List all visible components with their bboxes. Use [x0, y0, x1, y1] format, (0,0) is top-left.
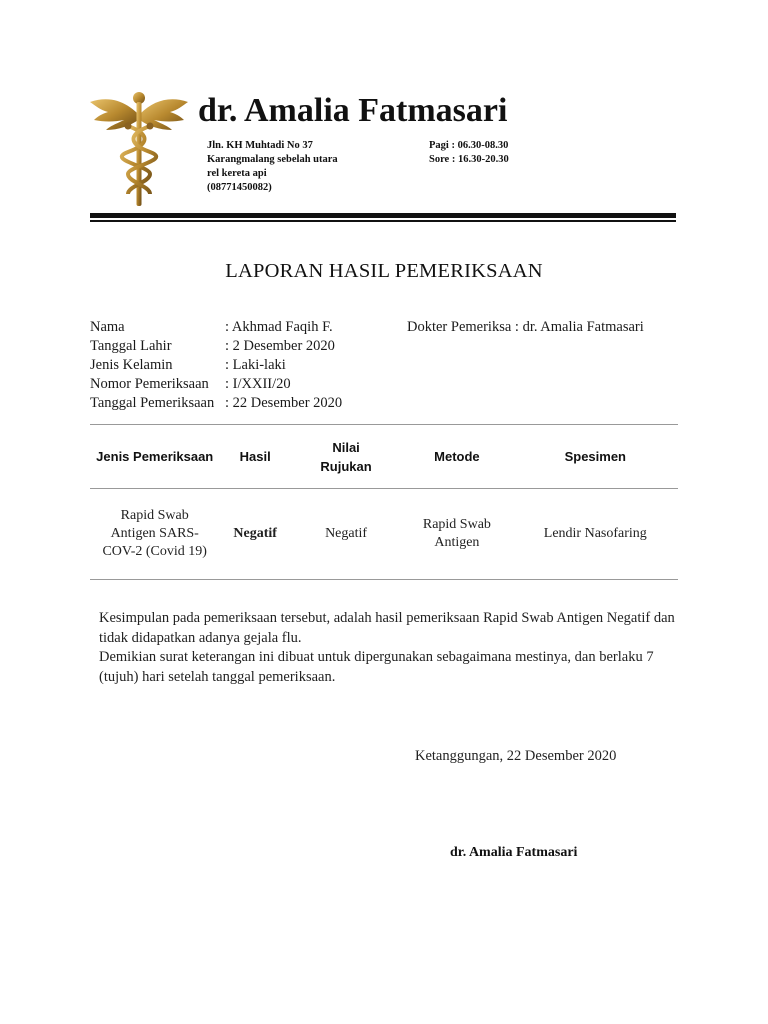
field-value: : I/XXII/20 [225, 376, 291, 392]
table-header-row [90, 425, 678, 489]
clinic-address [207, 139, 338, 195]
hours-evening: Sore : 16.30-20.30 [429, 154, 509, 165]
field-label: Tanggal Lahir [90, 338, 172, 354]
column-header: Metode [434, 449, 480, 464]
hours-morning: Pagi : 06.30-08.30 [429, 140, 509, 151]
table-cell: Negatif [325, 526, 368, 541]
table-cell: Rapid Swab Antigen SARS-COV-2 (Covid 19) [102, 508, 207, 559]
header-divider [90, 213, 676, 218]
examining-doctor: Dokter Pemeriksa : dr. Amalia Fatmasari [407, 319, 644, 335]
results-table [90, 424, 678, 580]
conclusion-text [99, 609, 689, 687]
address-line: Karangmalang sebelah utara [207, 154, 338, 165]
patient-field [90, 394, 342, 413]
column-header: Hasil [239, 449, 271, 464]
statement-paragraph: Demikian surat keterangan ini dibuat untuk dipergunakan sebagaimana mestinya, dan berlaku 7 (tujuh) hari setelah tanggal pemeriksaan. [99, 649, 654, 685]
field-value: : 22 Desember 2020 [225, 395, 343, 411]
field-label: Nama [90, 319, 125, 335]
column-header: Nilai Rujukan [320, 439, 372, 474]
address-line: Jln. KH Muhtadi No 37 [207, 140, 313, 151]
field-label: Jenis Kelamin [90, 357, 173, 373]
field-value: : 2 Desember 2020 [225, 338, 335, 354]
header-divider-thin [90, 220, 676, 222]
doctor-name: dr. Amalia Fatmasari [198, 92, 508, 129]
patient-field [90, 318, 342, 337]
patient-field [90, 375, 342, 394]
field-value: : Laki-laki [225, 357, 286, 373]
practice-hours [429, 139, 509, 167]
patient-info [90, 318, 342, 413]
patient-field [90, 356, 342, 375]
place-date: Ketanggungan, 22 Desember 2020 [415, 748, 617, 764]
column-header: Spesimen [564, 449, 626, 464]
signature-name: dr. Amalia Fatmasari [450, 845, 578, 860]
phone-number: (08771450082) [207, 182, 272, 193]
table-cell-result: Negatif [233, 526, 277, 541]
table-cell: Lendir Nasofaring [543, 526, 647, 541]
caduceus-icon [88, 88, 190, 210]
patient-field [90, 337, 342, 356]
column-header: Jenis Pemeriksaan [96, 449, 214, 464]
field-label: Nomor Pemeriksaan [90, 376, 209, 392]
table-row [90, 489, 678, 580]
field-value: : Akhmad Faqih F. [225, 319, 333, 335]
field-label: Tanggal Pemeriksaan [90, 395, 215, 411]
table-cell: Rapid Swab Antigen [422, 517, 491, 550]
address-line: rel kereta api [207, 168, 267, 179]
conclusion-paragraph: Kesimpulan pada pemeriksaan tersebut, adalah hasil pemeriksaan Rapid Swab Antigen Negatif dan tidak didapatkan adanya gejala flu. [99, 610, 675, 646]
report-title: LAPORAN HASIL PEMERIKSAAN [225, 260, 543, 282]
